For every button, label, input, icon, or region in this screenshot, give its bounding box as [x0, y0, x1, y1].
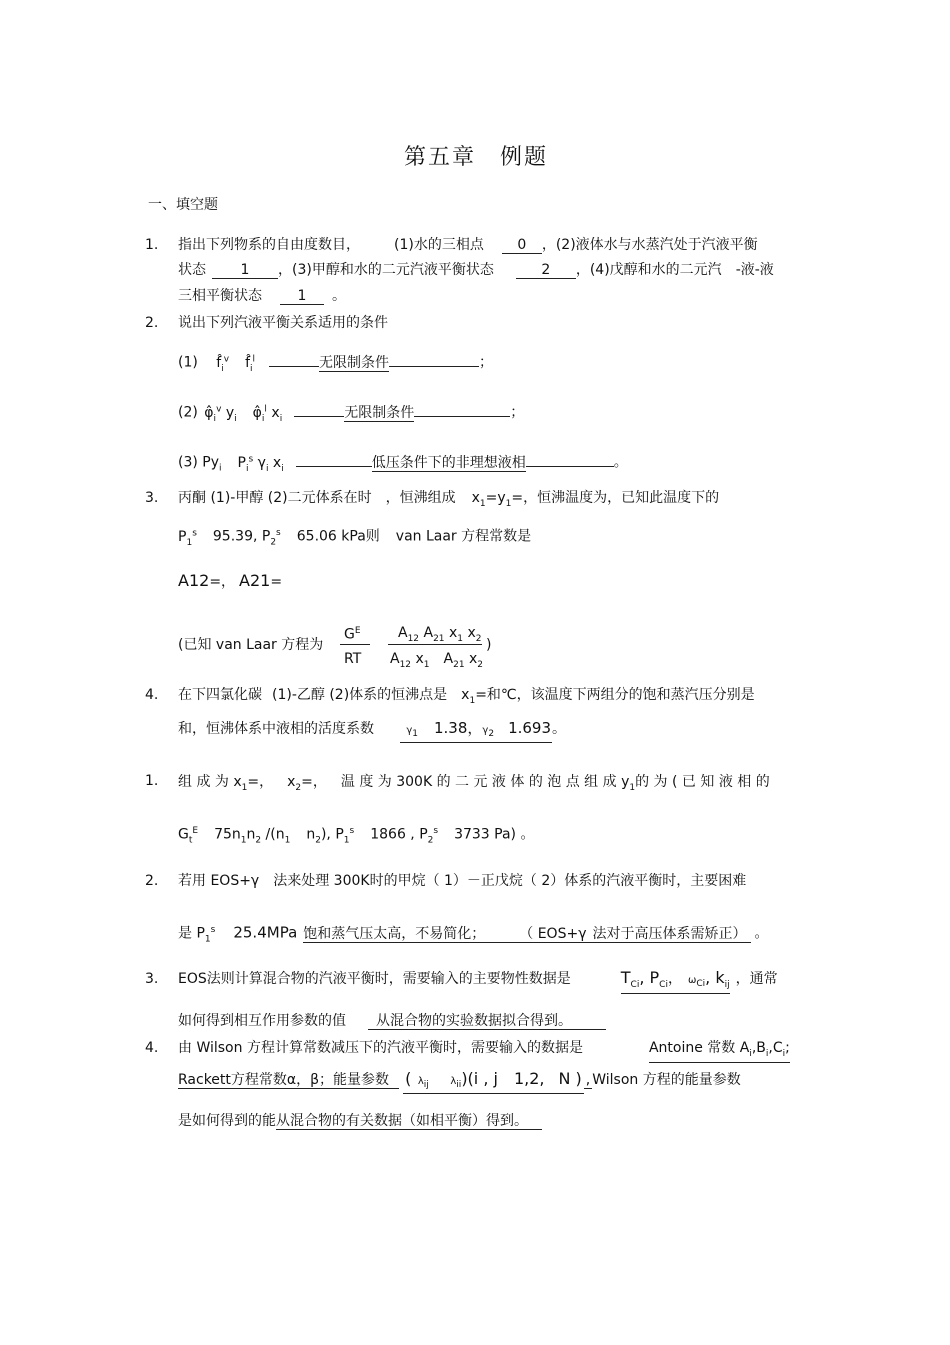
- q1-answer-3: 2: [516, 262, 576, 279]
- q8-line1: 由 Wilson 方程计算常数减压下的汽液平衡时，需要输入的数据是 Antoine 常数 $A_i,B_i,C_i$;: [178, 1039, 790, 1063]
- q4-number: 4.: [145, 687, 159, 703]
- q3-frac-line-1: [340, 644, 370, 645]
- q8-line3: 是如何得到的能从混合物的有关数据（如相平衡）得到。: [178, 1112, 542, 1130]
- q1-line1: 指出下列物系的自由度数目， (1)水的三相点 0 ，(2)液体水与水蒸汽处于汽液平衡: [178, 237, 758, 253]
- q1-answer-2: 1: [212, 262, 278, 279]
- q4-line2: 和，恒沸体系中液相的活度系数 $\gamma_1$ 1.38，$\gamma_2$ 1.693。: [178, 720, 566, 743]
- q3-line3: A12=， A21=: [178, 571, 283, 590]
- q1-number: 1.: [145, 237, 159, 253]
- q2-eq1: (1) $f̂_i^v$ $f̂_i^l$ 无限制条件 ；: [178, 354, 494, 374]
- q2-answer-3: 低压条件下的非理想液相: [371, 454, 526, 471]
- q2-number: 2.: [145, 315, 159, 331]
- q3-line1: 丙酮 (1)-甲醇 (2)二元体系在时 ，恒沸组成 $x_1=y_1=$，恒沸温度为，已知此温度下的: [178, 490, 720, 509]
- q1-answer-1: 0: [502, 237, 542, 254]
- q3-frac-ge: $G^E$: [344, 626, 361, 643]
- q2-text: 说出下列汽液平衡关系适用的条件: [178, 315, 388, 331]
- q3-note: (已知 van Laar 方程为: [178, 637, 324, 653]
- q2-answer-2: 无限制条件: [344, 404, 415, 421]
- q7-answer: 从混合物的实验数据拟合得到。: [368, 1013, 606, 1030]
- q8-answer: 从混合物的有关数据（如相平衡）得到。: [276, 1113, 542, 1130]
- q3-frac-line-2: [388, 644, 482, 645]
- q3-number: 3.: [145, 490, 159, 506]
- q2-answer-1: 无限制条件: [319, 354, 390, 371]
- q1-line2: 状态 1 ，(3)甲醇和水的二元汽液平衡状态 2 ，(4)戊醇和水的二元汽 -液-液: [178, 262, 774, 278]
- q5-line2: $G_t^E$ $75n_1n_2$ $/(n_1$ $n_2$), $P_1^s$ 1866 , $P_2^s$ 3733 Pa) 。: [178, 826, 535, 846]
- q7-number: 3.: [145, 971, 159, 987]
- q6-number: 2.: [145, 873, 159, 889]
- q5-line1: 组 成 为 $x_1=$， $x_2=$， 温 度 为 300K 的 二 元 液 体 的 泡 点 组 成 $y_1$的 为 ( 已 知 液 相 的: [178, 774, 770, 794]
- section-heading: 一、填空题: [148, 197, 218, 213]
- q3-frac-num: $A_{12}$ $A_{21}$ $x_1$ $x_2$: [398, 625, 482, 644]
- q7-line1: EOS法则计算混合物的汽液平衡时，需要输入的主要物性数据是 $T_{Ci}$, $P_{Ci}$， $\omega_{Ci}$, $k_{ij}$ ，通常: [178, 970, 778, 994]
- q2-eq2: (2) $\varphî_i^v$ $y_i$ $\varphî_i^l$ $x_i$ 无限制条件 ；: [178, 404, 525, 424]
- q8-line2: Rackett方程常数α，β；能量参数 ( $\lambda_{ij}$ $\lambda_{ii})(i$ , j 1,2, N ) , Wilson 方程的能量参数: [178, 1071, 741, 1094]
- q2-eq3: (3) $Py_i$ $P_i^s$ $\gamma_i$ $x_i$ 低压条件下的非理想液相 。: [178, 454, 628, 474]
- q5-number: 1.: [145, 773, 159, 789]
- q1-line3: 三相平衡状态 1 。: [178, 288, 346, 304]
- q1-answer-4: 1: [280, 288, 324, 305]
- q4-line1: 在下四氯化碳 (1)-乙醇 (2)体系的恒沸点是 $x_1=$和℃，该温度下两组分的饱和蒸汽压分别是: [178, 687, 755, 706]
- q3-frac-rt: RT: [344, 651, 362, 667]
- q3-frac-den: $A_{12}$ $x_1$ $A_{21}$ $x_2$: [390, 651, 484, 670]
- q3-close-paren: ): [486, 637, 492, 653]
- q6-line1: 若用 EOS+γ 法来处理 300K时的甲烷（ 1）－正戊烷（ 2）体系的汽液平衡时，主要困难: [178, 873, 747, 889]
- q3-line2: $P_1^s$ 95.39, $P_2^s$ 65.06 kPa则 van Laar 方程常数是: [178, 528, 532, 548]
- q8-number: 4.: [145, 1040, 159, 1056]
- page-title: 第五章 例题: [404, 145, 549, 170]
- q6-line2: 是 $P_1^s$ 25.4MPa 饱和蒸气压太高，不易简化； （ EOS+γ 法对于高压体系需矫正） 。: [178, 923, 769, 945]
- q7-line2: 如何得到相互作用参数的值 从混合物的实验数据拟合得到。: [178, 1012, 606, 1030]
